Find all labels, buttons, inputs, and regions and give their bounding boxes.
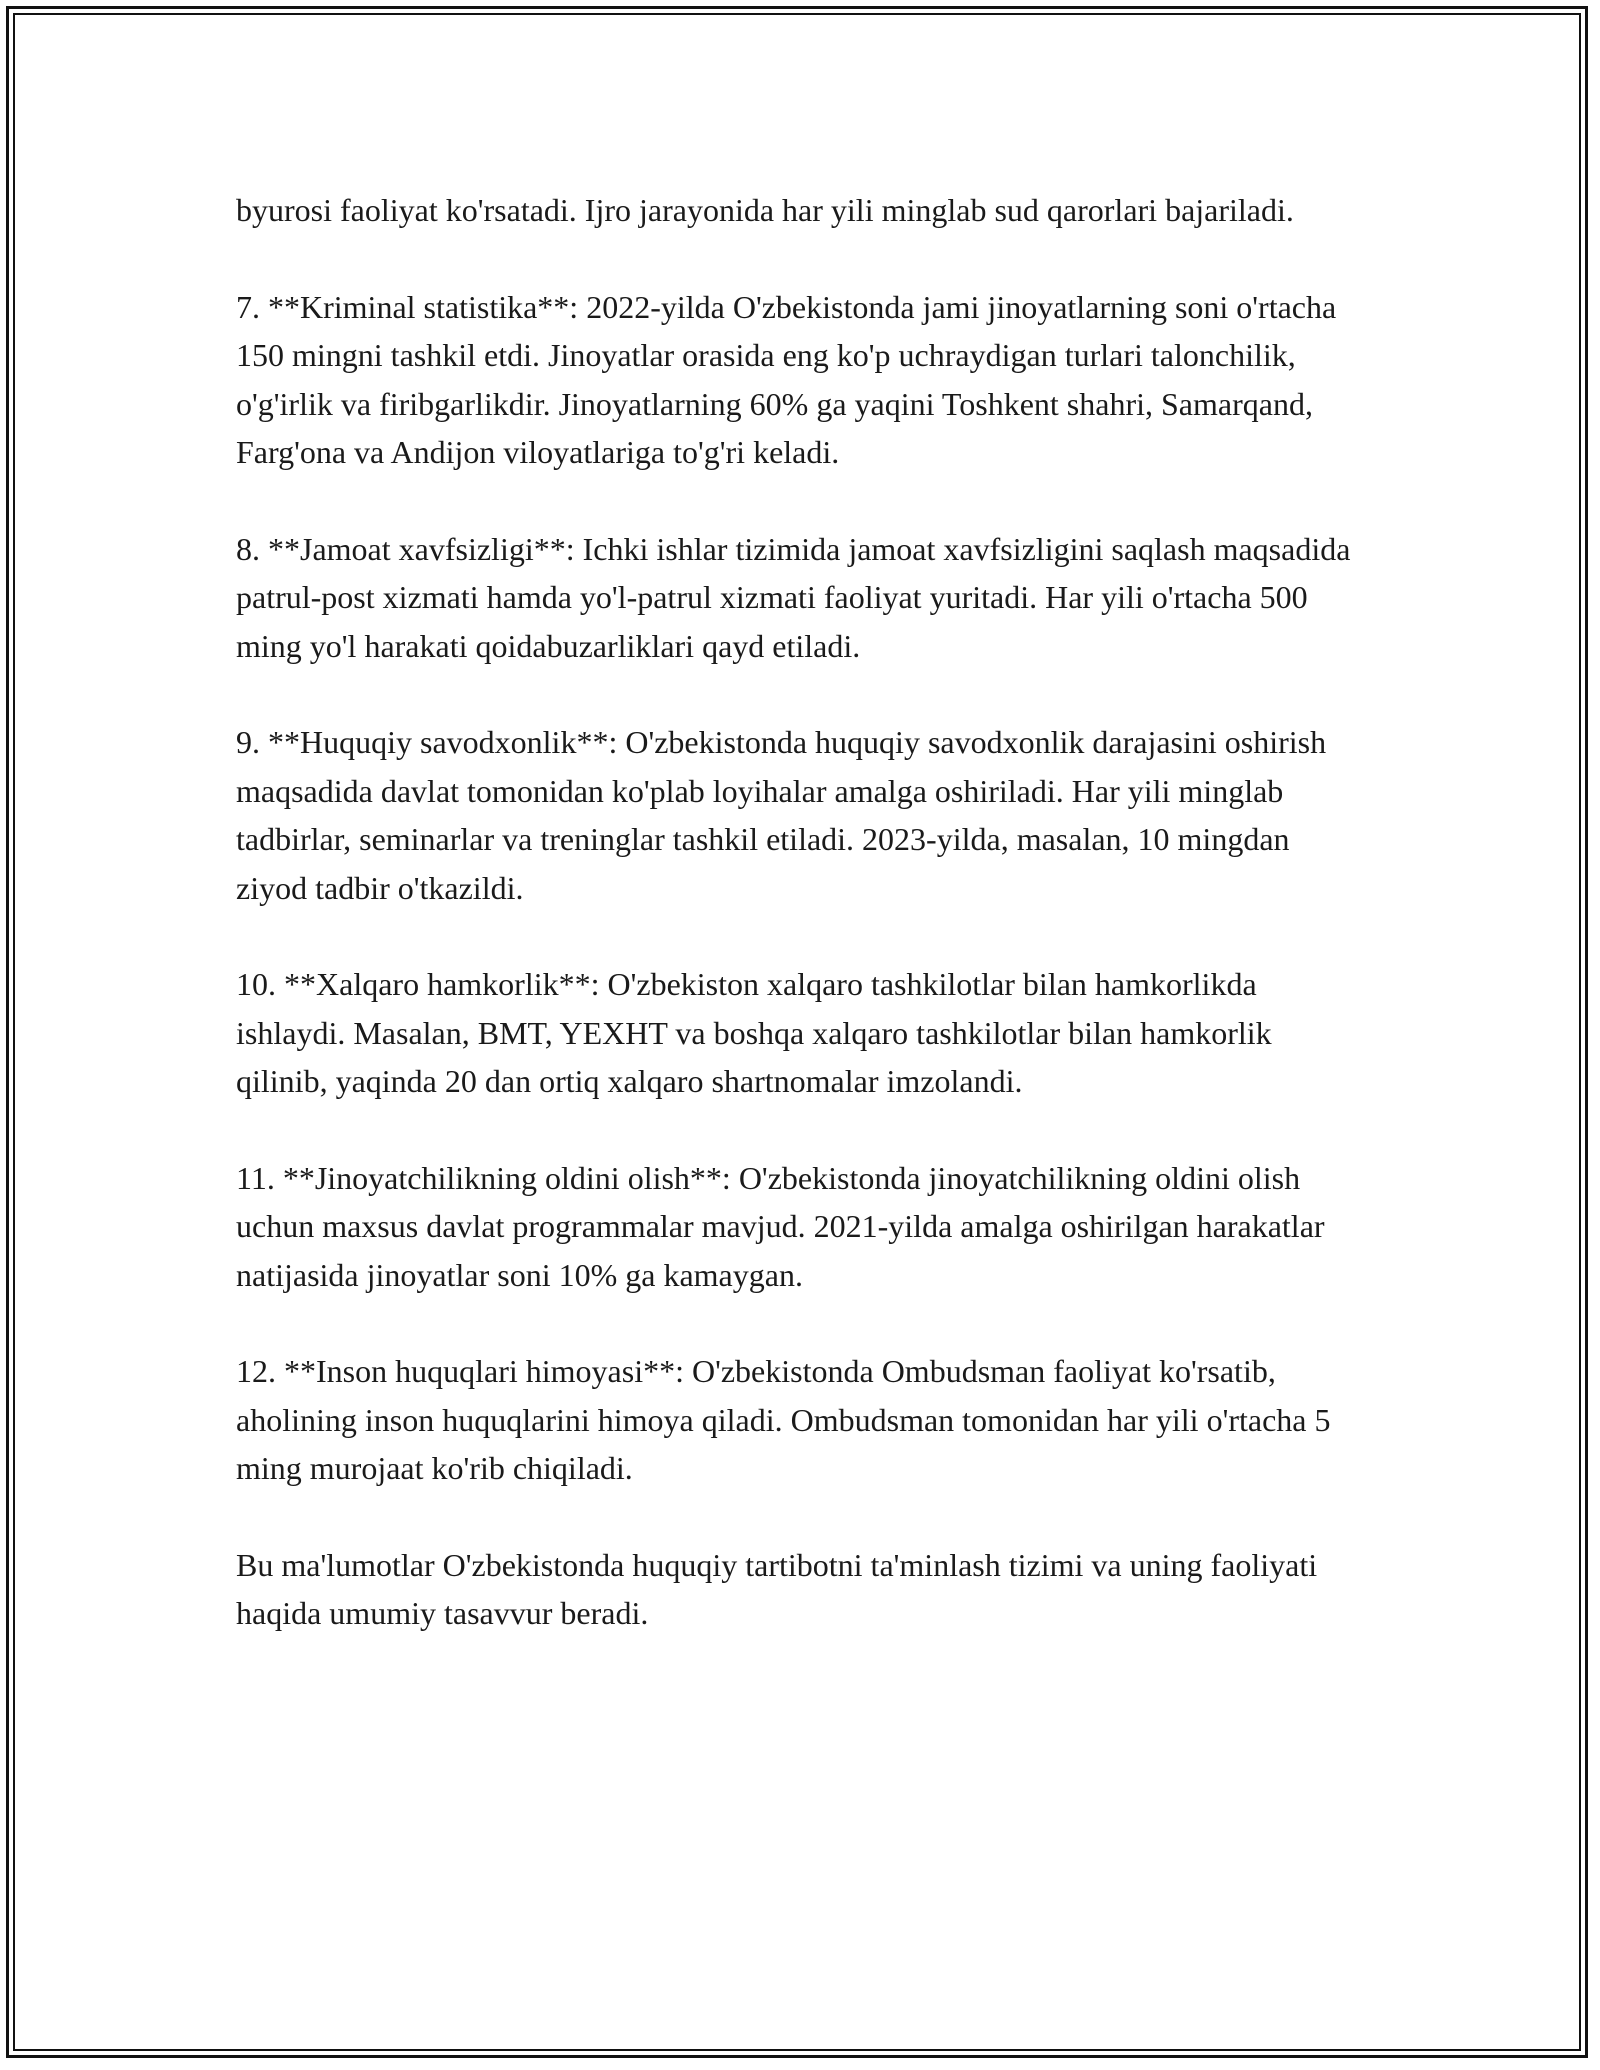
paragraph-inson-huquqlari: 12. **Inson huquqlari himoyasi**: O'zbekistonda Ombudsman faoliyat ko'rsatib, aholining inson huquqlarini himoya qiladi. Ombudsman tomonidan har yili o'rtacha 5 ming murojaat ko'rib chiqiladi. — [236, 1353, 1331, 1486]
paragraph-jinoyatchilik-oldini-olish: 11. **Jinoyatchilikning oldini olish**: O'zbekistonda jinoyatchilikning oldini olish uchun maxsus davlat programmalar mavjud. 2021-yilda amalga oshirilgan harakatlar natijasida jinoyatlar soni 10% ga kamaygan. — [236, 1159, 1325, 1293]
paragraph-huquqiy-savodxonlik: 9. **Huquqiy savodxonlik**: O'zbekistonda huquqiy savodxonlik darajasini oshirish maqsadida davlat tomonidan ko'plab loyihalar amalga oshiriladi. Har yili minglab tadbirlar, seminarlar va treninglar tashkil etiladi. 2023-yilda, masalan, 10 mingdan ziyod tadbir o'tkazildi. — [236, 724, 1327, 906]
paragraph-continuation: byurosi faoliyat ko'rsatadi. Ijro jarayonida har yili minglab sud qarorlari bajariladi. — [236, 192, 1294, 228]
document-body — [236, 186, 1366, 1686]
paragraph-jamoat-xavfsizligi: 8. **Jamoat xavfsizligi**: Ichki ishlar tizimida jamoat xavfsizligini saqlash maqsadida patrul-post xizmati hamda yo'l-patrul xizmati faoliyat yuritadi. Har yili o'rtacha 500 ming yo'l harakati qoidabuzarliklari qayd etiladi. — [236, 530, 1351, 664]
paragraph-xalqaro-hamkorlik: 10. **Xalqaro hamkorlik**: O'zbekiston xalqaro tashkilotlar bilan hamkorlikda ishlaydi. Masalan, BMT, YEXHT va boshqa xalqaro tashkilotlar bilan hamkorlik qilinib, yaqinda 20 dan ortiq xalqaro shartnomalar imzolandi. — [236, 966, 1272, 1099]
paragraph-conclusion: Bu ma'lumotlar O'zbekistonda huquqiy tartibotni ta'minlash tizimi va uning faoliyati haqida umumiy tasavvur beradi. — [236, 1546, 1318, 1631]
paragraph-kriminal-statistika: 7. **Kriminal statistika**: 2022-yilda O'zbekistonda jami jinoyatlarning soni o'rtacha 150 mingni tashkil etdi. Jinoyatlar orasida eng ko'p uchraydigan turlari talonchilik, o'g'irlik va firibgarlikdir. Jinoyatlarning 60% ga yaqini Toshkent shahri, Samarqand, Farg'ona va Andijon viloyatlariga to'g'ri keladi. — [236, 288, 1337, 470]
